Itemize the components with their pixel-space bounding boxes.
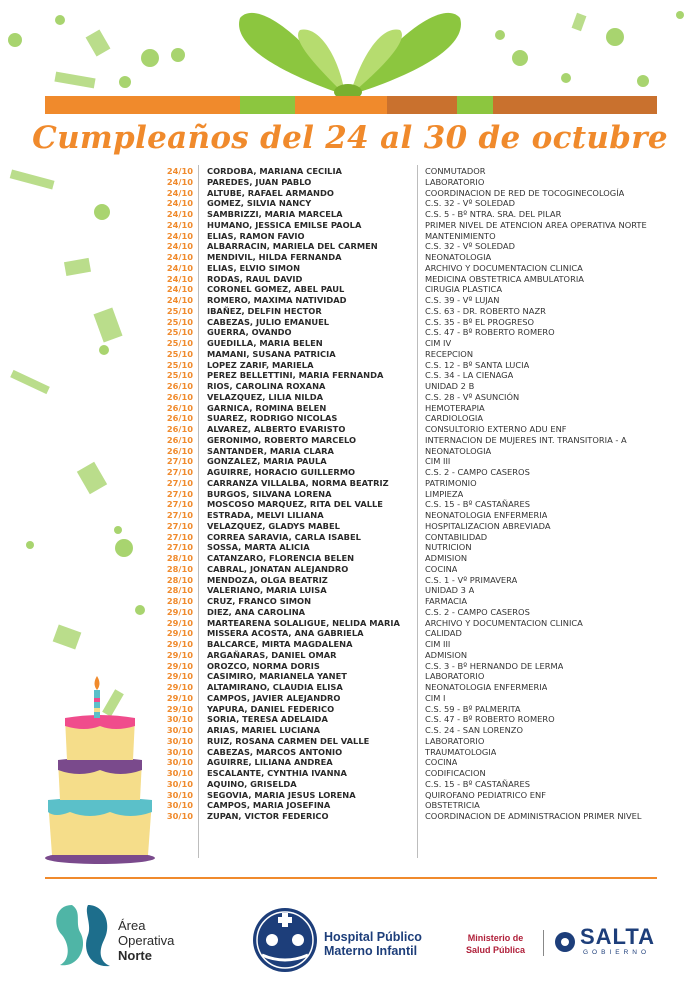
ministerio-logo-text — [466, 932, 525, 956]
list-item — [140, 671, 670, 682]
department: COORDINACION DE ADMINISTRACION PRIMER NIVEL — [425, 811, 642, 821]
person-name: CARRANZA VILLALBA, NORMA BEATRIZ — [207, 477, 389, 488]
birthday-date: 24/10 — [166, 284, 193, 295]
list-item — [140, 360, 670, 371]
birthday-date: 24/10 — [166, 209, 193, 219]
department: C.S. 32 - Vº SOLEDAD — [425, 241, 515, 252]
list-item — [140, 693, 670, 704]
department: CIM I — [425, 692, 446, 703]
birthday-date: 24/10 — [166, 241, 193, 252]
list-item — [140, 489, 670, 500]
birthday-date: 26/10 — [166, 391, 193, 402]
person-name: ZUPAN, VICTOR FEDERICO — [207, 811, 329, 821]
department: TRAUMATOLOGIA — [425, 746, 497, 757]
list-item — [140, 800, 670, 811]
person-name: CABEZAS, JULIO EMANUEL — [207, 316, 330, 327]
list-item — [140, 413, 670, 424]
list-item — [140, 714, 670, 725]
list-item — [140, 628, 670, 639]
person-name: GARNICA, ROMINA BELEN — [207, 402, 327, 413]
ministerio-line1: Ministerio de — [467, 933, 524, 943]
person-name: GERONIMO, ROBERTO MARCELO — [207, 434, 357, 445]
department: C.S. 39 - Vº LUJAN — [425, 295, 500, 305]
list-item — [140, 790, 670, 801]
birthday-date: 27/10 — [166, 510, 193, 520]
person-name: CATANZARO, FLORENCIA BELEN — [207, 553, 355, 563]
list-item — [140, 661, 670, 672]
person-name: CAMPOS, JAVIER ALEJANDRO — [207, 692, 341, 703]
department: INTERNACION DE MUJERES INT. TRANSITORIA - A — [425, 434, 627, 445]
birthday-date: 24/10 — [166, 230, 193, 241]
department: HEMOTERAPIA — [425, 402, 485, 413]
birthday-date: 29/10 — [166, 660, 193, 671]
birthday-date: 24/10 — [166, 252, 193, 262]
birthday-date: 25/10 — [166, 305, 193, 316]
list-item — [140, 263, 670, 274]
list-item — [140, 424, 670, 435]
list-item — [140, 757, 670, 768]
list-item — [140, 209, 670, 220]
birthday-date: 28/10 — [166, 553, 193, 563]
birthday-date: 27/10 — [166, 499, 193, 510]
department: ADMISION — [425, 649, 468, 660]
person-name: SUAREZ, RODRIGO NICOLAS — [207, 413, 338, 424]
birthday-date: 25/10 — [166, 338, 193, 348]
birthday-date: 27/10 — [166, 542, 193, 553]
person-name: MISSERA ACOSTA, ANA GABRIELA — [207, 628, 364, 639]
birthday-date: 30/10 — [166, 735, 193, 746]
birthday-date: 27/10 — [166, 477, 193, 488]
birthday-date: 25/10 — [166, 316, 193, 327]
person-name: SANTANDER, MARIA CLARA — [207, 445, 334, 456]
department: C.S. 1 - Vº PRIMAVERA — [425, 574, 518, 585]
person-name: SEGOVIA, MARIA JESUS LORENA — [207, 789, 356, 800]
person-name: SOSSA, MARTA ALICIA — [207, 542, 310, 553]
person-name: MENDOZA, OLGA BEATRIZ — [207, 574, 328, 585]
list-item — [140, 564, 670, 575]
person-name: DIEZ, ANA CAROLINA — [207, 606, 306, 617]
person-name: CASIMIRO, MARIANELA YANET — [207, 671, 347, 682]
person-name: GUERRA, OVANDO — [207, 327, 292, 338]
birthday-date: 29/10 — [166, 703, 193, 714]
list-item — [140, 177, 670, 188]
person-name: SAMBRIZZI, MARIA MARCELA — [207, 209, 343, 219]
person-name: CORONEL GOMEZ, ABEL PAUL — [207, 284, 345, 295]
department: NEONATOLOGIA — [425, 445, 492, 456]
birthday-date: 29/10 — [166, 649, 193, 660]
department: COCINA — [425, 757, 458, 768]
person-name: AGUIRRE, LILIANA ANDREA — [207, 757, 333, 768]
list-item — [140, 198, 670, 209]
birthday-date: 25/10 — [166, 359, 193, 370]
department: CONMUTADOR — [425, 166, 486, 176]
department: C.S. 34 - LA CIENAGA — [425, 370, 514, 381]
birthday-date: 27/10 — [166, 520, 193, 531]
list-item — [140, 338, 670, 349]
list-item — [140, 241, 670, 252]
aon-line2: Operativa — [118, 933, 175, 948]
person-name: ALVAREZ, ALBERTO EVARISTO — [207, 424, 346, 434]
person-name: MARTEARENA SOLALIGUE, NELIDA MARIA — [207, 617, 400, 628]
person-name: GUEDILLA, MARIA BELEN — [207, 338, 323, 348]
department: CIM IV — [425, 338, 452, 348]
birthday-date: 26/10 — [166, 402, 193, 413]
person-name: MOSCOSO MARQUEZ, RITA DEL VALLE — [207, 499, 383, 510]
birthday-date: 24/10 — [166, 198, 193, 209]
department: OBSTETRICIA — [425, 800, 480, 811]
list-item — [140, 392, 670, 403]
list-item — [140, 478, 670, 489]
birthday-date: 26/10 — [166, 424, 193, 434]
department: C.S. 2 - CAMPO CASEROS — [425, 467, 530, 477]
list-item — [140, 317, 670, 328]
birthday-date: 28/10 — [166, 574, 193, 585]
person-name: HUMANO, JESSICA EMILSE PAOLA — [207, 219, 362, 230]
list-item — [140, 532, 670, 543]
person-name: OROZCO, NORMA DORIS — [207, 660, 320, 671]
birthday-date: 28/10 — [166, 596, 193, 606]
list-item — [140, 499, 670, 510]
department: C.S. 59 - Bº PALMERITA — [425, 703, 521, 714]
department: HOSPITALIZACION ABREVIADA — [425, 520, 551, 531]
department: C.S. 28 - Vº ASUNCIÓN — [425, 391, 520, 402]
list-item — [140, 284, 670, 295]
person-name: LOPEZ ZARIF, MARIELA — [207, 359, 314, 370]
person-name: CRUZ, FRANCO SIMON — [207, 596, 312, 606]
department: MEDICINA OBSTETRICA AMBULATORIA — [425, 273, 584, 284]
department: C.S. 2 - CAMPO CASEROS — [425, 606, 530, 617]
department: UNIDAD 2 B — [425, 381, 475, 391]
aon-line3: Norte — [118, 948, 152, 963]
department: LIMPIEZA — [425, 488, 464, 499]
department: C.S. 32 - Vº SOLEDAD — [425, 198, 515, 209]
person-name: GONZALEZ, MARIA PAULA — [207, 456, 327, 467]
department: COORDINACION DE RED DE TOCOGINECOLOGÍA — [425, 187, 625, 198]
department: NUTRICION — [425, 542, 472, 553]
list-item — [140, 435, 670, 446]
list-item — [140, 650, 670, 661]
birthday-date: 27/10 — [166, 531, 193, 542]
birthday-date: 30/10 — [166, 789, 193, 800]
birthday-date: 30/10 — [166, 778, 193, 789]
person-name: ELIAS, ELVIO SIMON — [207, 262, 301, 273]
department: CIRUGIA PLASTICA — [425, 284, 503, 295]
page-title: Cumpleaños del 24 al 30 de octubre — [32, 120, 668, 156]
department: C.S. 47 - Bº ROBERTO ROMERO — [425, 714, 555, 725]
department: UNIDAD 3 A — [425, 585, 475, 596]
list-item — [140, 274, 670, 285]
list-item — [140, 220, 670, 231]
department: COCINA — [425, 563, 458, 574]
person-name: BALCARCE, MIRTA MAGDALENA — [207, 639, 353, 649]
person-name: CORREA SARAVIA, CARLA ISABEL — [207, 531, 361, 542]
list-item — [140, 575, 670, 586]
list-item — [140, 596, 670, 607]
birthday-date: 28/10 — [166, 563, 193, 574]
birthday-date: 30/10 — [166, 800, 193, 811]
person-name: ESCALANTE, CYNTHIA IVANNA — [207, 768, 347, 778]
area-operativa-norte-logo — [118, 918, 174, 963]
birthday-date: 24/10 — [166, 262, 193, 273]
person-name: VELAZQUEZ, GLADYS MABEL — [207, 520, 340, 531]
list-item — [140, 327, 670, 338]
birthday-date: 30/10 — [166, 714, 193, 725]
list-item — [140, 510, 670, 521]
department: CONSULTORIO EXTERNO ADU ENF — [425, 424, 567, 434]
list-item — [140, 467, 670, 478]
birthday-list — [140, 166, 670, 822]
person-name: AQUINO, GRISELDA — [207, 778, 297, 789]
birthday-date: 29/10 — [166, 671, 193, 682]
department: CARDIOLOGIA — [425, 413, 484, 424]
list-item — [140, 446, 670, 457]
list-item — [140, 811, 670, 822]
birthday-date: 24/10 — [166, 176, 193, 187]
list-item — [140, 370, 670, 381]
list-item — [140, 231, 670, 242]
person-name: RIOS, CAROLINA ROXANA — [207, 381, 326, 391]
person-name: ALTAMIRANO, CLAUDIA ELISA — [207, 682, 343, 692]
person-name: CABRAL, JONATAN ALEJANDRO — [207, 563, 349, 574]
person-name: SORIA, TERESA ADELAIDA — [207, 714, 328, 725]
list-item — [140, 295, 670, 306]
department: ADMISION — [425, 553, 468, 563]
department: C.S. 24 - SAN LORENZO — [425, 725, 524, 735]
person-name: ESTRADA, MELVI LILIANA — [207, 510, 324, 520]
department: NEONATOLOGIA ENFERMERIA — [425, 510, 548, 520]
department: C.S. 15 - Bº CASTAÑARES — [425, 499, 531, 510]
department: ARCHIVO Y DOCUMENTACION CLINICA — [425, 262, 583, 273]
person-name: PEREZ BELLETTINI, MARIA FERNANDA — [207, 370, 384, 381]
birthday-date: 30/10 — [166, 768, 193, 778]
list-item — [140, 381, 670, 392]
birthday-date: 24/10 — [166, 219, 193, 230]
department: CIM III — [425, 456, 451, 467]
gift-ribbon — [45, 96, 657, 114]
department: CALIDAD — [425, 628, 462, 639]
person-name: PAREDES, JUAN PABLO — [207, 176, 312, 187]
birthday-date: 27/10 — [166, 467, 193, 477]
person-name: ALTUBE, RAFAEL ARMANDO — [207, 187, 334, 198]
department: C.S. 63 - DR. ROBERTO NAZR — [425, 305, 546, 316]
person-name: MAMANI, SUSANA PATRICIA — [207, 348, 336, 359]
person-name: VELAZQUEZ, LILIA NILDA — [207, 391, 324, 402]
birthday-date: 25/10 — [166, 327, 193, 338]
list-item — [140, 736, 670, 747]
person-name: VALERIANO, MARIA LUISA — [207, 585, 327, 596]
person-name: CORDOBA, MARIANA CECILIA — [207, 166, 342, 176]
aon-line1: Área — [118, 918, 146, 933]
birthday-date: 29/10 — [166, 692, 193, 703]
list-item — [140, 768, 670, 779]
department: QUIROFANO PEDIATRICO ENF — [425, 789, 546, 800]
department: LABORATORIO — [425, 176, 485, 187]
department: ARCHIVO Y DOCUMENTACION CLINICA — [425, 617, 583, 628]
birthday-date: 24/10 — [166, 295, 193, 305]
person-name: YAPURA, DANIEL FEDERICO — [207, 703, 335, 714]
birthday-date: 29/10 — [166, 606, 193, 617]
department: CIM III — [425, 639, 451, 649]
birthday-date: 30/10 — [166, 746, 193, 757]
person-name: RUIZ, ROSANA CARMEN DEL VALLE — [207, 735, 370, 746]
department: C.S. 47 - Bº ROBERTO ROMERO — [425, 327, 555, 338]
birthday-date: 25/10 — [166, 370, 193, 381]
department: C.S. 35 - Bº EL PROGRESO — [425, 316, 535, 327]
birthday-date: 29/10 — [166, 639, 193, 649]
person-name: ELIAS, RAMON FAVIO — [207, 230, 305, 241]
birthday-date: 28/10 — [166, 585, 193, 596]
department: C.S. 5 - Bº NTRA. SRA. DEL PILAR — [425, 209, 562, 219]
salta-logo-sub: GOBIERNO — [583, 949, 651, 956]
person-name: IBAÑEZ, DELFIN HECTOR — [207, 305, 322, 316]
birthday-date: 25/10 — [166, 348, 193, 359]
person-name: CAMPOS, MARIA JOSEFINA — [207, 800, 331, 811]
department: C.S. 15 - Bº CASTAÑARES — [425, 778, 531, 789]
person-name: MENDIVIL, HILDA FERNANDA — [207, 252, 342, 262]
list-item — [140, 252, 670, 263]
birthday-date: 29/10 — [166, 682, 193, 692]
department: NEONATOLOGIA ENFERMERIA — [425, 682, 548, 692]
birthday-date: 27/10 — [166, 456, 193, 467]
department: FARMACIA — [425, 596, 468, 606]
department: LABORATORIO — [425, 735, 485, 746]
person-name: ROMERO, MAXIMA NATIVIDAD — [207, 295, 347, 305]
list-item — [140, 725, 670, 736]
list-item — [140, 188, 670, 199]
person-name: CABEZAS, MARCOS ANTONIO — [207, 746, 343, 757]
hospital-line1: Hospital Público — [324, 930, 422, 944]
department: PATRIMONIO — [425, 477, 477, 488]
salta-logo-name: SALTA — [580, 924, 656, 949]
footer-divider — [45, 877, 657, 879]
list-item — [140, 704, 670, 715]
birthday-date: 26/10 — [166, 434, 193, 445]
birthday-date: 26/10 — [166, 381, 193, 391]
person-name: BURGOS, SILVANA LORENA — [207, 488, 332, 499]
department: RECEPCION — [425, 348, 474, 359]
birthday-date: 30/10 — [166, 725, 193, 735]
birthday-date: 24/10 — [166, 187, 193, 198]
birthday-date: 29/10 — [166, 628, 193, 639]
list-item — [140, 747, 670, 758]
birthday-date: 29/10 — [166, 617, 193, 628]
list-item — [140, 585, 670, 596]
list-item — [140, 542, 670, 553]
department: C.S. 3 - Bº HERNANDO DE LERMA — [425, 660, 564, 671]
list-item — [140, 456, 670, 467]
birthday-date: 26/10 — [166, 413, 193, 424]
list-item — [140, 349, 670, 360]
person-name: GOMEZ, SILVIA NANCY — [207, 198, 312, 209]
list-item — [140, 521, 670, 532]
ministerio-line2: Salud Pública — [466, 945, 526, 955]
list-item — [140, 639, 670, 650]
person-name: ALBARRACIN, MARIELA DEL CARMEN — [207, 241, 378, 252]
hospital-logo-text — [324, 930, 422, 958]
list-item — [140, 779, 670, 790]
department: MANTENIMIENTO — [425, 230, 496, 241]
person-name: AGUIRRE, HORACIO GUILLERMO — [207, 467, 356, 477]
department: PRIMER NIVEL DE ATENCION AREA OPERATIVA NORTE — [425, 219, 647, 230]
gift-bow-icon — [239, 13, 461, 100]
department: LABORATORIO — [425, 671, 485, 682]
department: C.S. 12 - Bº SANTA LUCIA — [425, 359, 530, 370]
department: CONTABILIDAD — [425, 531, 488, 542]
hospital-line2: Materno Infantil — [324, 944, 418, 958]
list-item — [140, 306, 670, 317]
list-item — [140, 618, 670, 629]
birthday-date: 26/10 — [166, 445, 193, 456]
birthday-date: 24/10 — [166, 166, 193, 176]
list-item — [140, 166, 670, 177]
birthday-date: 30/10 — [166, 757, 193, 768]
department: CODIFICACION — [425, 768, 486, 778]
list-item — [140, 403, 670, 414]
birthday-cake-icon — [45, 676, 155, 864]
birthday-date: 27/10 — [166, 488, 193, 499]
list-item — [140, 682, 670, 693]
birthday-date: 30/10 — [166, 811, 193, 821]
logo-separator — [543, 930, 544, 956]
list-item — [140, 607, 670, 618]
person-name: RODAS, RAUL DAVID — [207, 273, 303, 284]
person-name: ARGAÑARAS, DANIEL OMAR — [207, 649, 337, 660]
person-name: ARIAS, MARIEL LUCIANA — [207, 725, 321, 735]
list-item — [140, 553, 670, 564]
department: NEONATOLOGIA — [425, 252, 492, 262]
birthday-date: 24/10 — [166, 273, 193, 284]
